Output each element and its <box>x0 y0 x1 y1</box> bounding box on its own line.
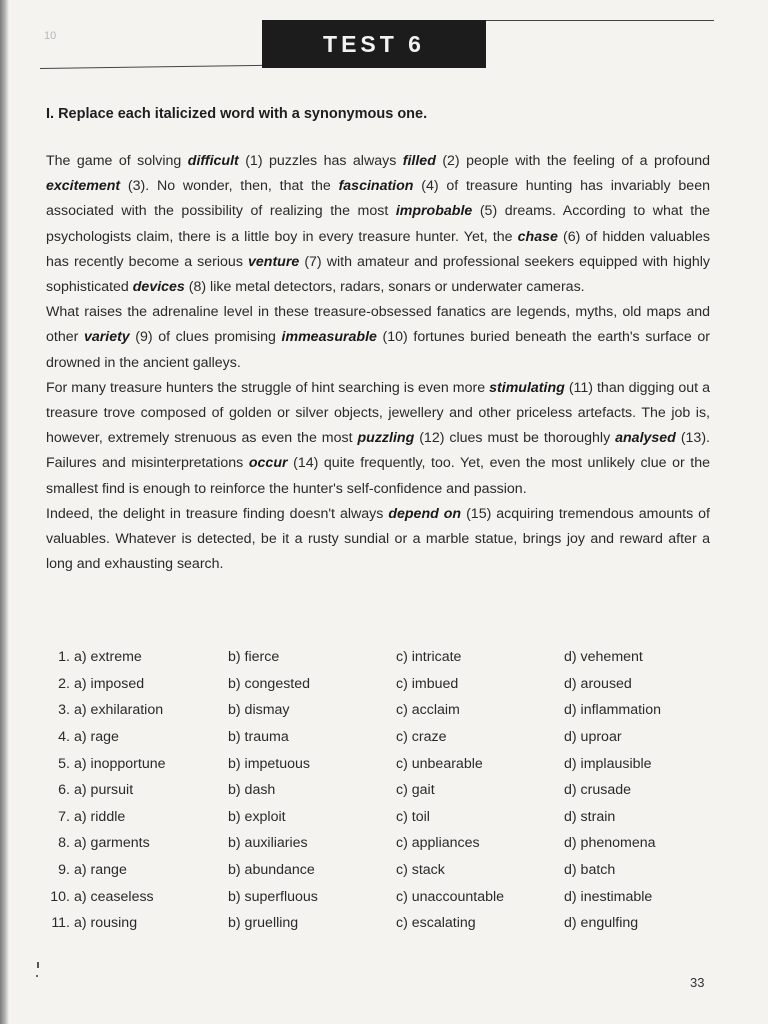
option-d: d) batch <box>564 862 616 879</box>
option-number: 6. <box>58 782 70 799</box>
reading-passage <box>46 149 710 577</box>
option-number: 8. <box>58 835 70 852</box>
option-number: 2. <box>58 675 70 692</box>
passage-text: (5) dreams. According to what the psychologists claim, there is a little boy in every treasure hunter. Yet, the <box>46 203 710 245</box>
option-a: a) inopportune <box>74 755 166 772</box>
option-c: c) gait <box>396 782 435 799</box>
italicized-word: filled <box>402 153 436 169</box>
option-row <box>50 750 700 777</box>
option-b: b) impetuous <box>228 755 311 772</box>
test-title: TEST 6 <box>323 30 425 57</box>
italicized-word: improbable <box>395 203 473 220</box>
option-c: c) appliances <box>396 835 480 852</box>
option-a: a) extreme <box>74 649 142 666</box>
option-number: 10. <box>50 888 70 905</box>
option-number: 7. <box>58 808 70 825</box>
passage-text: (4) of treasure hunting has invariably been associated with the possibility of realizing the most <box>46 178 710 220</box>
italicized-word: depend on <box>388 505 462 522</box>
option-a: a) exhilaration <box>74 702 164 719</box>
corner-mark: 10 <box>44 30 57 42</box>
answer-options-list <box>50 644 700 937</box>
italicized-word: difficult <box>187 153 239 169</box>
option-row <box>50 644 700 671</box>
option-row <box>50 857 700 884</box>
option-b: b) congested <box>228 675 311 692</box>
option-d: d) vehement <box>564 649 643 666</box>
option-d: d) engulfing <box>564 915 639 932</box>
option-c: c) acclaim <box>396 702 460 719</box>
exercise-instruction: I. Replace each italicized word with a synonymous one. <box>46 106 428 122</box>
passage-paragraph <box>46 300 710 376</box>
passage-paragraph <box>46 502 710 578</box>
option-d: d) crusade <box>564 782 632 799</box>
passage-text: (12) clues must be thoroughly <box>414 430 616 447</box>
italicized-word: occur <box>248 455 288 472</box>
binding-shadow <box>0 0 9 1024</box>
italicized-word: analysed <box>615 430 676 447</box>
option-c: c) unbearable <box>396 755 483 772</box>
option-a: a) riddle <box>74 808 126 825</box>
passage-text: (1) puzzles has always <box>238 153 403 169</box>
option-d: d) implausible <box>564 755 652 772</box>
option-b: b) auxiliaries <box>228 835 308 852</box>
passage-text: (3). No wonder, then, that the <box>120 178 339 195</box>
option-c: c) intricate <box>396 649 462 666</box>
italicized-word: puzzling <box>357 430 415 447</box>
option-number: 4. <box>58 729 70 746</box>
option-number: 5. <box>58 755 70 772</box>
option-b: b) dismay <box>228 702 290 719</box>
option-d: d) uproar <box>564 729 622 746</box>
option-a: a) ceaseless <box>74 888 154 905</box>
option-row <box>50 910 700 937</box>
italicized-word: excitement <box>46 178 121 195</box>
page-number: 33 <box>690 975 705 990</box>
option-row <box>50 830 700 857</box>
option-number: 1. <box>58 649 70 666</box>
option-d: d) aroused <box>564 675 632 692</box>
option-a: a) range <box>74 862 127 879</box>
italicized-word: immeasurable <box>281 329 377 346</box>
italicized-word: variety <box>83 329 130 346</box>
option-b: b) trauma <box>228 729 289 746</box>
option-b: b) fierce <box>228 649 280 666</box>
option-row <box>50 804 700 831</box>
option-c: c) unaccountable <box>396 888 505 905</box>
option-b: b) exploit <box>228 808 286 825</box>
italicized-word: chase <box>517 228 558 245</box>
italicized-word: fascination <box>338 178 414 195</box>
option-a: a) pursuit <box>74 782 134 799</box>
option-row <box>50 697 700 724</box>
option-a: a) rage <box>74 729 119 746</box>
option-c: c) craze <box>396 729 447 746</box>
option-row <box>50 777 700 804</box>
passage-text: What raises the adrenaline level in these treasure-obsessed fanatics are legends, myths, old maps and other <box>46 304 710 346</box>
option-row <box>50 883 700 910</box>
passage-text: (8) like metal detectors, radars, sonars or underwater cameras. <box>184 279 585 296</box>
option-b: b) abundance <box>228 862 315 879</box>
passage-paragraph <box>46 149 710 300</box>
test-title-banner <box>262 20 486 68</box>
italicized-word: stimulating <box>489 379 565 396</box>
option-c: c) imbued <box>396 675 459 692</box>
passage-text: (15) acquiring tremendous amounts of valuables. Whatever is detected, be it a rusty sundial or a marble statue, brings joy and reward after a long and exhausting search. <box>46 505 710 573</box>
option-a: a) imposed <box>74 675 145 692</box>
passage-text: For many treasure hunters the struggle of hint searching is even more <box>46 379 490 396</box>
passage-text: The game of solving <box>46 153 188 169</box>
option-d: d) inflammation <box>564 702 661 719</box>
italicized-word: devices <box>132 279 185 296</box>
passage-text: (10) fortunes buried beneath the earth's surface or drowned in the ancient galleys. <box>46 329 710 371</box>
passage-paragraph <box>46 376 710 502</box>
passage-text: (2) people with the feeling of a profound <box>435 153 710 169</box>
option-a: a) rousing <box>74 915 138 932</box>
option-row <box>50 724 700 751</box>
option-d: d) inestimable <box>564 888 653 905</box>
option-b: b) gruelling <box>228 915 299 932</box>
option-c: c) stack <box>396 862 445 879</box>
option-row <box>50 671 700 698</box>
passage-text: (9) of clues promising <box>129 329 282 346</box>
passage-text: (14) quite frequently, too. Yet, even the most unlikely clue or the smallest find is enough to reinforce the hunter's self-confidence and passion. <box>46 455 710 497</box>
option-number: 9. <box>58 862 70 879</box>
passage-text: (13). Failures and misinterpretations <box>46 430 710 472</box>
option-number: 3. <box>58 702 70 719</box>
option-a: a) garments <box>74 835 150 852</box>
passage-text: (6) of hidden valuables has recently become a serious <box>46 228 710 270</box>
option-c: c) toil <box>396 808 430 825</box>
scan-speck <box>36 975 38 977</box>
scan-speck <box>37 962 39 968</box>
option-c: c) escalating <box>396 915 476 932</box>
option-b: b) superfluous <box>228 888 318 905</box>
passage-text: (7) with amateur and professional seekers equipped with highly sophisticated <box>46 253 710 296</box>
option-d: d) phenomena <box>564 835 656 852</box>
header-bottom-rule <box>40 65 262 69</box>
italicized-word: venture <box>248 253 300 270</box>
passage-text: Indeed, the delight in treasure finding doesn't always <box>46 505 389 522</box>
option-b: b) dash <box>228 782 276 799</box>
passage-text: (11) than digging out a treasure trove composed of golden or silver objects, jewellery and other priceless artefacts. The job is, however, extremely strenuous as even the most <box>46 379 710 447</box>
option-number: 11. <box>51 915 70 932</box>
option-d: d) strain <box>564 808 616 825</box>
